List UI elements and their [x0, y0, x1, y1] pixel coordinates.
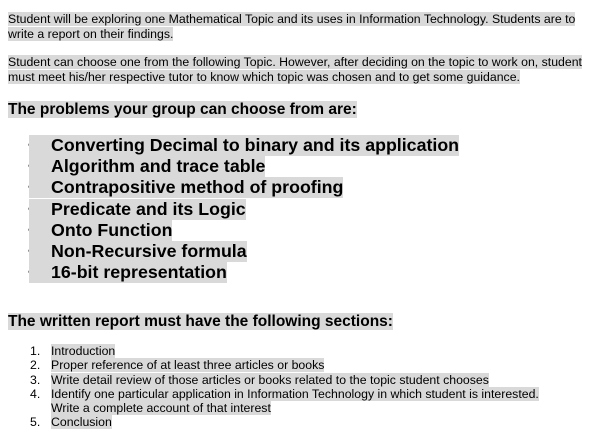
intro-paragraph-2: Student can choose one from the following Topic. However, after deciding on the topic to work on, student must meet his/her respective tutor to know which topic was chosen and to get some guidance.	[8, 55, 582, 84]
section-item: 1. Introduction	[30, 344, 116, 358]
section-item: 3. Write detail review of those articles or books related to the topic student chooses	[30, 372, 489, 387]
section-item: 2. Proper reference of at least three articles or books	[30, 358, 325, 373]
section-item: 4. Identify one particular application in Information Technology in which student is interested. Write a complete account of that interest	[30, 386, 539, 416]
intro-paragraph-1: Student will be exploring one Mathematical Topic and its uses in Information Technology. Students are to write a report on their findings.	[8, 12, 576, 41]
report-heading: The written report must have the following sections:	[8, 313, 393, 330]
problems-heading: The problems your group can choose from are:	[8, 101, 357, 118]
section-item: 5. Conclusion	[30, 415, 112, 430]
report-section-list	[0, 344, 539, 430]
